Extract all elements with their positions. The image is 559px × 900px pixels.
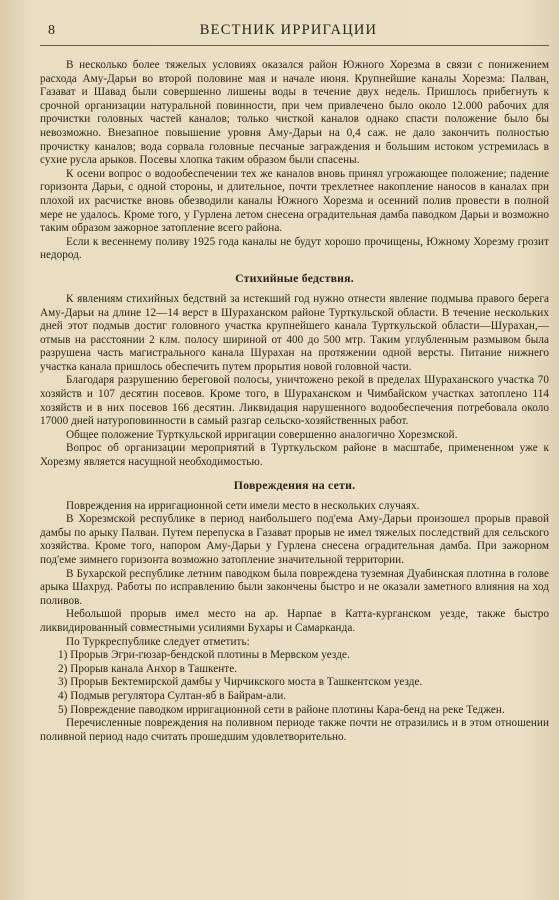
paragraph: Вопрос об организации мероприятий в Турткульском районе в масштабе, примененном уже к Хорезму является насущной необходимостью. — [40, 442, 549, 469]
list-item: 4) Подмыв регулятора Султан-яб в Байрам-али. — [58, 689, 287, 702]
paragraph: Общее положение Турткульской ирригации совершенно аналогично Хорезмской. — [66, 428, 458, 441]
paragraph: Небольшой прорыв имел место на ар. Нарпае в Катта-курганском уезде, также быстро ликвидированный совместными усилиями Бухары и Самарканда. — [40, 608, 549, 634]
section-heading: Стихийные бедствия. — [235, 270, 354, 285]
list-item: 2) Прорыв канала Анхор в Ташкенте. — [58, 662, 238, 675]
disasters-section — [40, 271, 549, 470]
list-item: 1) Прорыв Эгри-гюзар-бендской плотины в Мервском уезде. — [58, 649, 350, 662]
section-heading: Повреждения на сети. — [233, 477, 356, 492]
intro-section — [40, 59, 549, 263]
journal-title: ВЕСТНИК ИРРИГАЦИИ — [199, 22, 378, 38]
page-number: 8 — [48, 23, 55, 38]
paragraph: Перечисленные повреждения на поливном периоде также почти не отразились и в этом отношении поливной период надо считать прошедшим удовлетворительно. — [40, 717, 549, 743]
paragraph: Повреждения на ирригационной сети имели место в нескольких случаях. — [66, 499, 420, 512]
list-item: 5) Повреждение паводком ирригационной сети в районе плотины Кара-бенд на реке Теджен. — [58, 703, 505, 716]
paragraph: В Хорезмской республике в период наибольшего под'ема Аму-Дарьи произошел прорыв правой дамбы по арыку Палван. Путем перепуска в Газават прорыв не имел тяжелых последствий для сельского хозяйства. Кроме того, напором Аму-Дарьи у Гурлена снесена оградительная дамба. При зажорном под'еме зимнего горизонта возможно затопление значительной территории. — [40, 513, 549, 566]
running-header — [40, 22, 549, 46]
paragraph: Благодаря разрушению береговой полосы, уничтожено рекой в пределах Шураханского участка 70 хозяйств и 107 десятин посевов. Кроме того, в Шураханском и Чимбайском участках затоплено 114 хозяйств и в них посевов 166 десятин. Ликвидация нарушенного водообеспечения потребовала около 17000 дней натуроповинности в самый разгар сельско-хозяйственных работ. — [40, 374, 549, 428]
paragraph: К осени вопрос о водообеспечении тех же каналов вновь принял угрожающее положение; падение горизонта Дарьи, с одной стороны, и длительное, почти трехлетнее накопление наносов в каналах при плохой их расчистке вновь обезводили каналы Южного Хорезма и осенний полив провести в полной мере не удалось. Кроме того, у Гурлена летом снесена оградительная дамба паводком Дарьи и возможно таким образом зажорное затопление всего района. — [40, 167, 549, 235]
paragraph: Если к весеннему поливу 1925 года каналы не будут хорошо прочищены, Южному Хорезму грозит недород. — [40, 235, 549, 262]
paragraph: В Бухарской республике летним паводком была повреждена туземная Дуабинская плотина в голове арыка Шахруд. Работы по исправлению были закончены быстро и не оказали заметного влияния на ход поливов. — [40, 567, 549, 607]
paragraph: В несколько более тяжелых условиях оказался район Южного Хорезма в связи с понижением расхода Аму-Дарьи во второй половине мая и начале июня. Крупнейшие каналы Хорезма: Палван, Газават и Шавад были совершенно лишены воды в течение двух недель. Пришлось прибегнуть к срочной организации натуральной повинности, при чем привлечено было около 12.000 рабочих для прочистки головных частей каналов; только чисткой каналов однако спасти положение было бы невозможно. Внезапное повышение уровня Аму-Дарьи на 0,4 саж. не дало закончить полностью прочистку каналов; вода сорвала головные песчаные заграждения и большим истоком устремилась в сухие русла арыков. Посевы хлопка таким образом были спасены. — [40, 59, 549, 167]
damage-section — [40, 478, 549, 745]
paragraph: К явлениям стихийных бедствий за истекший год нужно отнести явление подмыва правого берега Аму-Дарьи на длине 12—14 верст в Шураханском районе Турткульской области. В течение нескольких дней этот подмыв достиг головного участка крупнейшего канала Турткульской области—Шурахан,—отмыв на расстоянии 2 клм. полосу шириной от 400 до 500 мтр. Таким углубленным размывом была разрушена часть магистрального канала Шурахан на протяжении одной версты. Питание нижнего участка канала пришлось обеспечить путем прорытия новой головной части. — [40, 292, 549, 373]
paragraph: По Туркреспублике следует отметить: — [66, 635, 250, 648]
list-item: 3) Прорыв Бектемирской дамбы у Чирчикского моста в Ташкентском уезде. — [58, 676, 423, 689]
